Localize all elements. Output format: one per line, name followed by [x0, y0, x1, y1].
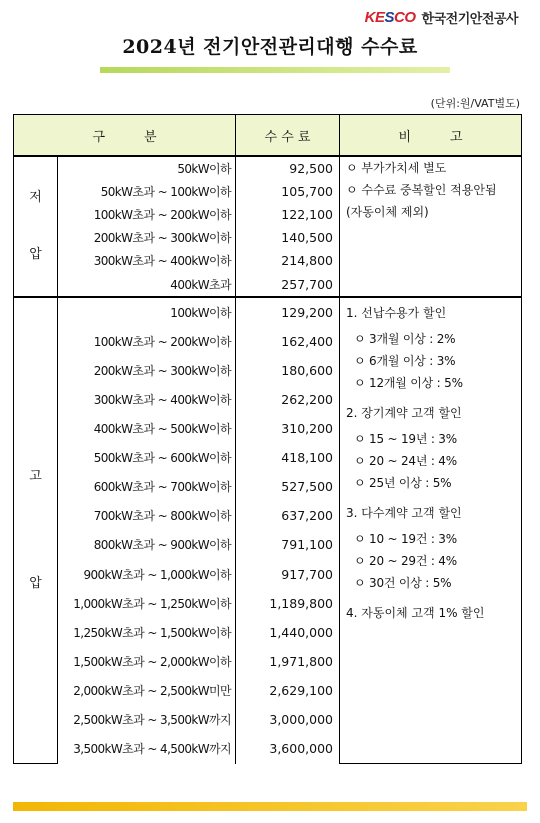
fee-cell: 129,200	[236, 297, 340, 327]
high_voltage-label-top: 고	[29, 469, 42, 485]
discount-item: ㅇ 20 ~ 29건 : 4%	[354, 553, 457, 568]
fee-cell: 310,200	[236, 414, 340, 443]
range-cell: 1,000kW초과 ~ 1,250kW이하	[58, 589, 236, 618]
fee-cell: 3,600,000	[236, 734, 340, 763]
fee-cell: 92,500	[236, 156, 340, 180]
discount-item: ㅇ 20 ~ 24년 : 4%	[354, 453, 457, 468]
fee-cell: 3,000,000	[236, 705, 340, 734]
discount-heading: 2. 장기계약 고객 할인	[346, 405, 462, 420]
range-cell: 200kW초과 ~ 300kW이하	[58, 356, 236, 385]
unit-note: (단위:원/VAT별도)	[430, 97, 520, 110]
fee-cell: 527,500	[236, 472, 340, 501]
range-cell: 100kW초과 ~ 200kW이하	[58, 203, 236, 226]
low_voltage-remarks	[340, 156, 522, 297]
label-spacer	[14, 204, 57, 248]
discount-item: ㅇ 12개월 이상 : 5%	[354, 375, 463, 390]
range-cell: 2,000kW초과 ~ 2,500kW미만	[58, 676, 236, 705]
discount-item: ㅇ 15 ~ 19년 : 3%	[354, 431, 457, 446]
fee-cell: 105,700	[236, 180, 340, 203]
range-cell: 3,500kW초과 ~ 4,500kW까지	[58, 734, 236, 763]
fee-cell: 791,100	[236, 530, 340, 559]
fee-cell: 257,700	[236, 272, 340, 296]
range-cell: 50kW이하	[58, 156, 236, 180]
range-cell: 50kW초과 ~ 100kW이하	[58, 180, 236, 203]
discount-item: ㅇ 25년 이상 : 5%	[354, 475, 452, 490]
header-remarks: 비 고	[340, 115, 522, 157]
fee-table	[13, 114, 522, 764]
range-cell: 900kW초과 ~ 1,000kW이하	[58, 560, 236, 589]
fee-cell: 1,440,000	[236, 618, 340, 647]
high_voltage-label-bottom: 압	[29, 576, 42, 592]
fee-cell: 637,200	[236, 501, 340, 530]
discount-item: ㅇ 10 ~ 19건 : 3%	[354, 531, 457, 546]
header-fee: 수 수 료	[236, 115, 340, 157]
company-name: 한국전기안전공사	[421, 11, 518, 27]
range-cell: 400kW초과	[58, 272, 236, 296]
remark-line: ㅇ 부가가치세 별도	[346, 161, 447, 175]
range-cell: 300kW초과 ~ 400kW이하	[58, 385, 236, 414]
range-cell: 100kW초과 ~ 200kW이하	[58, 327, 236, 356]
range-cell: 1,500kW초과 ~ 2,000kW이하	[58, 647, 236, 676]
fee-cell: 1,971,800	[236, 647, 340, 676]
fee-cell: 917,700	[236, 560, 340, 589]
fee-cell: 122,100	[236, 203, 340, 226]
page-title: 2024년 전기안전관리대행 수수료	[122, 36, 418, 58]
discount-heading: 4. 자동이체 고객 1% 할인	[346, 605, 485, 620]
high_voltage-remarks	[340, 297, 522, 764]
label-spacer	[14, 483, 57, 577]
table-row	[14, 297, 522, 327]
table-row	[14, 156, 522, 180]
range-cell: 2,500kW초과 ~ 3,500kW까지	[58, 705, 236, 734]
range-cell: 600kW초과 ~ 700kW이하	[58, 472, 236, 501]
fee-cell: 140,500	[236, 226, 340, 249]
low_voltage-label-bottom: 압	[29, 247, 42, 263]
range-cell: 200kW초과 ~ 300kW이하	[58, 226, 236, 249]
fee-cell: 1,189,800	[236, 589, 340, 618]
range-cell: 100kW이하	[58, 297, 236, 327]
fee-cell: 162,400	[236, 327, 340, 356]
kesco-logo-mark: KESCO	[364, 8, 416, 26]
bottom-bar	[13, 802, 527, 811]
range-cell: 300kW초과 ~ 400kW이하	[58, 249, 236, 272]
low_voltage-label-top: 저	[29, 190, 42, 206]
discount-item: ㅇ 6개월 이상 : 3%	[354, 353, 456, 368]
fee-cell: 2,629,100	[236, 676, 340, 705]
range-cell: 500kW초과 ~ 600kW이하	[58, 443, 236, 472]
discount-heading: 3. 다수계약 고객 할인	[346, 505, 462, 520]
discount-heading: 1. 선납수용가 할인	[346, 305, 447, 320]
fee-cell: 214,800	[236, 249, 340, 272]
fee-cell: 180,600	[236, 356, 340, 385]
company-logo	[365, 6, 518, 28]
range-cell: 1,250kW초과 ~ 1,500kW이하	[58, 618, 236, 647]
low_voltage-label	[14, 156, 58, 297]
discount-item: ㅇ 30건 이상 : 5%	[354, 575, 452, 590]
high_voltage-label	[14, 297, 58, 764]
remark-line: (자동이체 제외)	[346, 205, 429, 219]
range-cell: 400kW초과 ~ 500kW이하	[58, 414, 236, 443]
title-underline	[100, 67, 450, 73]
fee-cell: 262,200	[236, 385, 340, 414]
table-header-row	[14, 115, 522, 157]
header-category: 구 분	[14, 115, 236, 157]
remark-line: ㅇ 수수료 중복할인 적용안됨	[346, 183, 497, 197]
discount-item: ㅇ 3개월 이상 : 2%	[354, 331, 456, 346]
title-area	[0, 32, 540, 59]
fee-cell: 418,100	[236, 443, 340, 472]
range-cell: 800kW초과 ~ 900kW이하	[58, 530, 236, 559]
range-cell: 700kW초과 ~ 800kW이하	[58, 501, 236, 530]
